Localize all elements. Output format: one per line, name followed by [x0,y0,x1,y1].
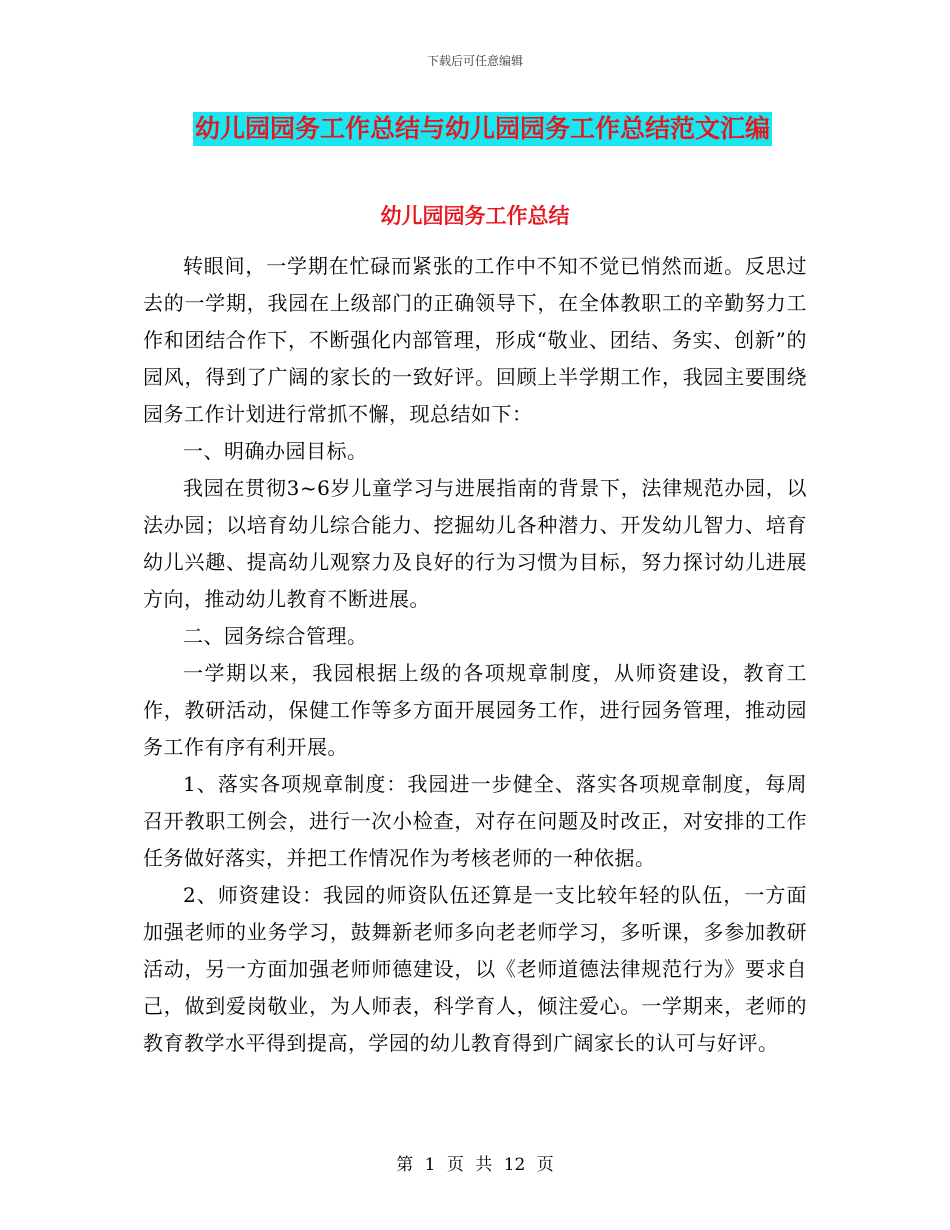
page-footer: 第 1 页 共 12 页 [396,1155,554,1175]
paragraph: 1、落实各项规章制度：我园进一步健全、落实各项规章制度，每周召开教职工例会，进行一次小检查，对存在问题及时改正，对安排的工作任务做好落实，并把工作情况作为考核老师的一种依据。 [143,772,807,870]
document-title: 幼儿园园务工作总结与幼儿园园务工作总结范文汇编 [193,112,772,146]
paragraph: 我园在贯彻3~6岁儿童学习与进展指南的背景下，法律规范办园，以法办园；以培育幼儿综合能力、挖掘幼儿各种潜力、开发幼儿智力、培育幼儿兴趣、提高幼儿观察力及良好的行为习惯为目标，努力探讨幼儿进展方向，推动幼儿教育不断进展。 [143,476,807,611]
section-title: 幼儿园园务工作总结 [380,204,570,228]
paragraph: 2、师资建设：我园的师资队伍还算是一支比较年轻的队伍，一方面加强老师的业务学习，鼓舞新老师多向老老师学习，多听课，多参加教研活动，另一方面加强老师师德建设，以《老师道德法律规范行为》要求自己，做到爱岗敬业，为人师表，科学育人，倾注爱心。一学期来，老师的教育教学水平得到提高，学园的幼儿教育得到广阔家长的认可与好评。 [143,883,807,1055]
heading-two: 二、园务综合管理。 [183,624,368,648]
paragraph: 一学期以来，我园根据上级的各项规章制度，从师资建设，教育工作，教研活动，保健工作等多方面开展园务工作，进行园务管理，推动园务工作有序有利开展。 [143,661,807,759]
header-note: 下载后可任意编辑 [426,54,523,68]
document-body [143,248,807,1062]
paragraph: 转眼间，一学期在忙碌而紧张的工作中不知不觉已悄然而逝。反思过去的一学期，我园在上级部门的正确领导下，在全体教职工的辛勤努力工作和团结合作下，不断强化内部管理，形成“敬业、团结、务实、创新”的园风，得到了广阔的家长的一致好评。回顾上半学期工作，我园主要围绕园务工作计划进行常抓不懈，现总结如下： [143,254,807,426]
heading-one: 一、明确办园目标。 [183,439,368,463]
